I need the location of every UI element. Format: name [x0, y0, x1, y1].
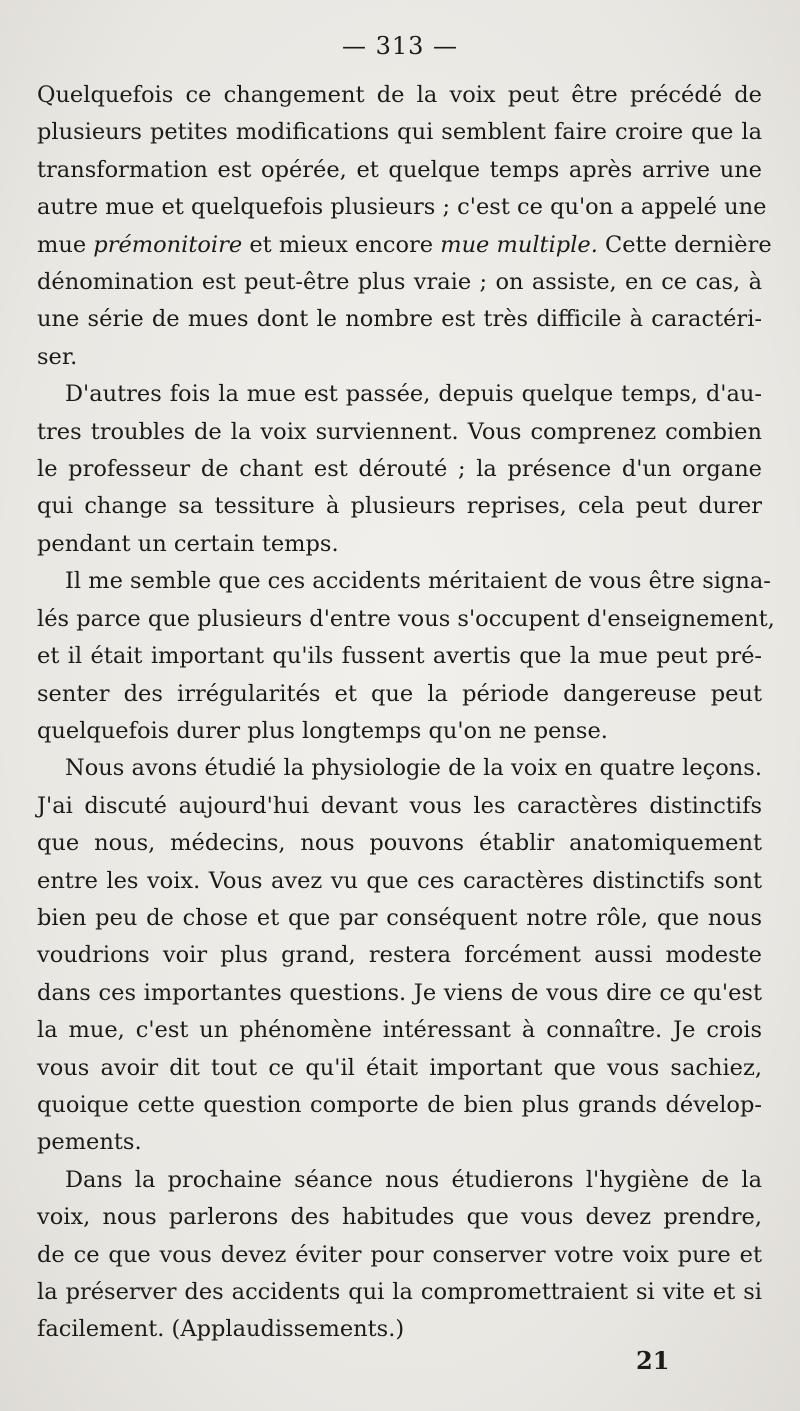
text-line: de ce que vous devez éviter pour conserver votre voix pure et [37, 1241, 762, 1268]
text-line: et il était important qu'ils fussent avertis que la mue peut pré- [37, 643, 762, 670]
text-line: quoique cette question comporte de bien plus grands dévelop- [37, 1091, 762, 1118]
text-line-with-italics [37, 227, 772, 264]
text-line: Quelquefois ce changement de la voix peut être précédé de [37, 82, 762, 108]
text-line: Dans la prochaine séance nous étudierons l'hygiène de la [65, 1166, 762, 1193]
text-line: le professeur de chant est dérouté ; la présence d'un organe [37, 456, 762, 483]
paragraph-3 [37, 563, 775, 750]
page-body [37, 77, 775, 1349]
text-line: Nous avons étudié la physiologie de la voix en quatre leçons. [65, 755, 762, 782]
text-line: transformation est opérée, et quelque temps après arrive une [37, 156, 762, 183]
text-line: bien peu de chose et que par conséquent notre rôle, que nous [37, 904, 762, 931]
text-line: ser. [37, 343, 78, 370]
text-line: la préserver des accidents qui la compromettraient si vite et si [37, 1279, 762, 1305]
text-line: entre les voix. Vous avez vu que ces caractères distinctifs sont [37, 867, 762, 894]
text-run: et mieux encore [242, 231, 441, 258]
text-line: D'autres fois la mue est passée, depuis quelque temps, d'au- [65, 381, 762, 408]
text-run: Cette dernière [597, 231, 772, 258]
text-line: pendant un certain temps. [37, 530, 339, 557]
signature-mark: 21 [636, 1346, 670, 1375]
text-line: voudrions voir plus grand, restera forcément aussi modeste [37, 942, 762, 969]
text-line: senter des irrégularités et que la période dangereuse peut [37, 680, 762, 707]
text-line: qui change sa tessiture à plusieurs reprises, cela peut durer [37, 493, 762, 520]
text-line: une série de mues dont le nombre est très difficile à caractéri- [37, 306, 762, 333]
italic-term: mue multiple. [440, 231, 598, 258]
text-line: J'ai discuté aujourd'hui devant vous les caractères distinctifs [37, 792, 762, 819]
text-line: pements. [37, 1129, 142, 1156]
text-line: voix, nous parlerons des habitudes que vous devez prendre, [37, 1204, 762, 1231]
text-line: Il me semble que ces accidents méritaient de vous être signa- [65, 568, 771, 595]
text-line: dans ces importantes questions. Je viens de vous dire ce qu'est [37, 979, 762, 1006]
text-line: lés parce que plusieurs d'entre vous s'occupent d'enseignement, [37, 605, 775, 632]
paragraph-2 [37, 376, 762, 563]
text-line: plusieurs petites modifications qui semblent faire croire que la [37, 119, 762, 146]
text-line: la mue, c'est un phénomène intéressant à connaître. Je crois [37, 1017, 762, 1044]
text-line: dénomination est peut-être plus vraie ; on assiste, en ce cas, à [37, 269, 762, 296]
text-run: mue [37, 231, 94, 258]
italic-term: prémonitoire [93, 231, 243, 258]
text-line: quelquefois durer plus longtemps qu'on ne pense. [37, 717, 608, 744]
text-line: vous avoir dit tout ce qu'il était important que vous sachiez, [37, 1054, 762, 1081]
paragraph-5 [37, 1162, 762, 1349]
text-line: autre mue et quelquefois plusieurs ; c'est ce qu'on a appelé une [37, 194, 767, 221]
text-line: que nous, médecins, nous pouvons établir anatomiquement [37, 830, 762, 857]
paragraph-1 [37, 77, 772, 376]
text-line: facilement. (Applaudissements.) [37, 1316, 405, 1343]
page-number: — 313 — [341, 32, 459, 60]
paragraph-4 [37, 750, 762, 1161]
text-line: tres troubles de la voix surviennent. Vous comprenez combien [37, 418, 762, 445]
